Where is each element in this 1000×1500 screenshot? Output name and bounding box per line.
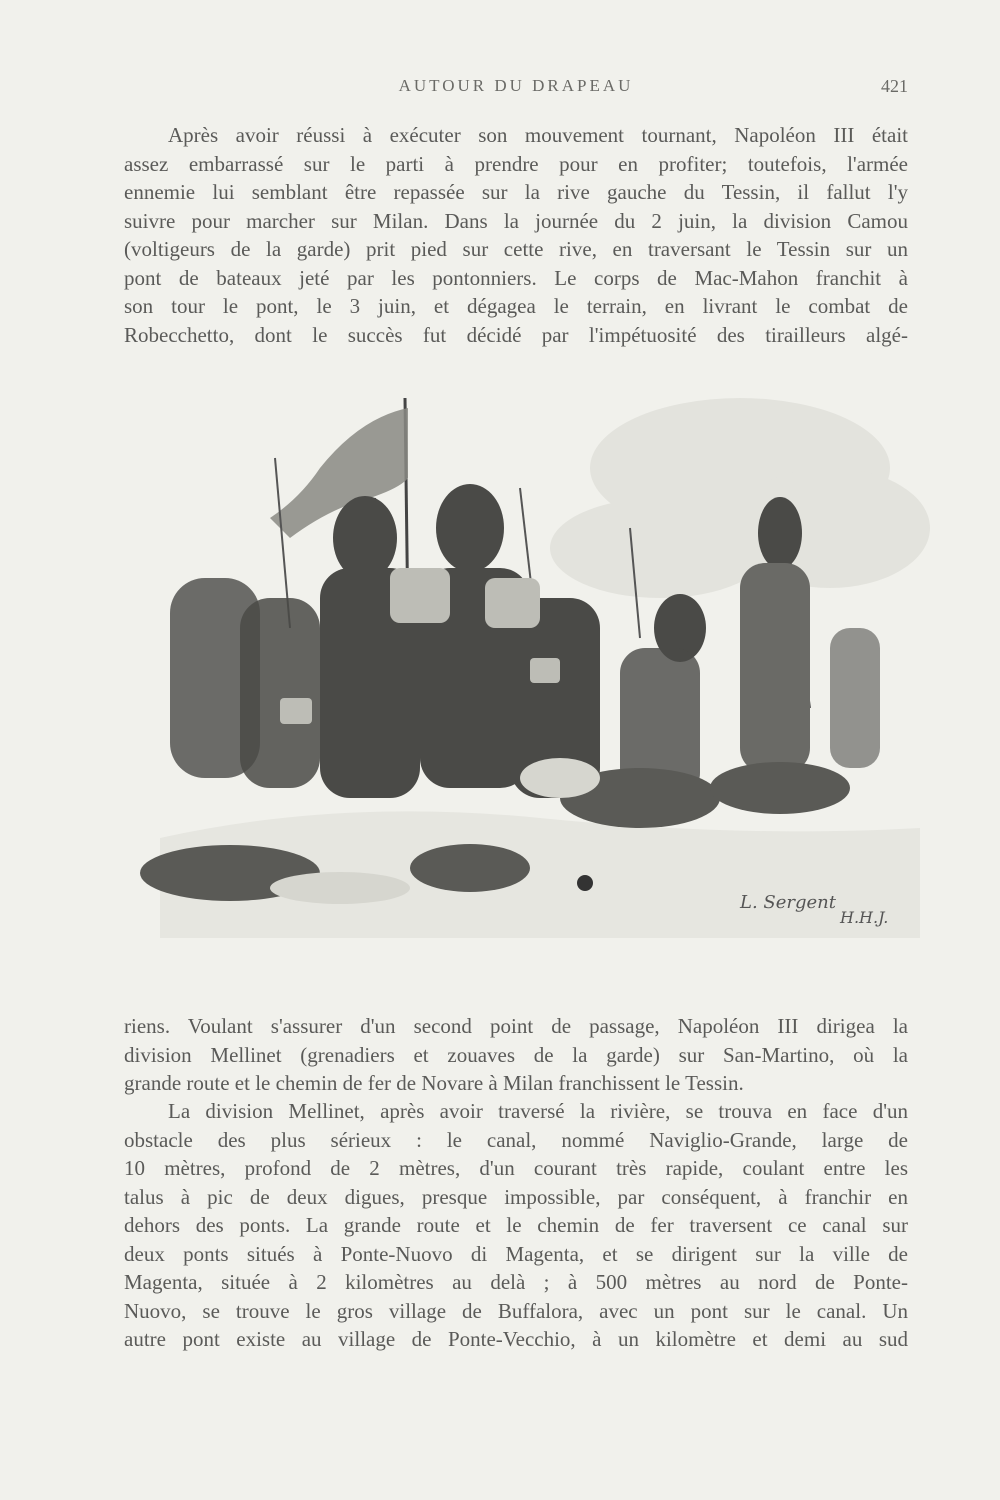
text-line: (voltigeurs de la garde) prit pied sur cette rive, en traversant le Tessin sur un [124, 237, 908, 261]
text-line: 10 mètres, profond de 2 mètres, d'un courant très rapide, coulant entre les [124, 1156, 908, 1180]
text-line: autre pont existe au village de Ponte-Vecchio, à un kilomètre et demi au sud [124, 1327, 908, 1351]
text-line: son tour le pont, le 3 juin, et dégagea le terrain, en livrant le combat de [124, 294, 908, 318]
text-line: obstacle des plus sérieux : le canal, nommé Naviglio-Grande, large de [124, 1127, 908, 1152]
text-line: talus à pic de deux digues, presque impossible, par conséquent, à franchir en [124, 1184, 908, 1209]
text-line: pont de bateaux jeté par les pontonniers. Le corps de Mac-Mahon franchit à [124, 265, 908, 290]
engraver-signature: H.H.J. [840, 908, 889, 927]
artist-signature: L. Sergent [740, 892, 836, 913]
text-line: riens. Voulant s'assurer d'un second point de passage, Napoléon III dirigea la [124, 1014, 908, 1038]
illustration-drawing [140, 378, 930, 978]
text-line: assez embarrassé sur le parti à prendre pour en profiter; toutefois, l'armée [124, 151, 908, 176]
text-line: division Mellinet (grenadiers et zouaves de la garde) sur San-Martino, où la [124, 1042, 908, 1067]
running-header [124, 76, 908, 102]
text-line: Après avoir réussi à exécuter son mouvement tournant, Napoléon III était [168, 123, 908, 147]
paragraph-1 [124, 121, 908, 349]
text-line: dehors des ponts. La grande route et le chemin de fer traversent ce canal sur [124, 1213, 908, 1237]
text-line: grande route et le chemin de fer de Novare à Milan franchissent le Tessin. [124, 1071, 744, 1095]
paragraph-3 [124, 1097, 908, 1354]
battle-illustration [140, 378, 930, 978]
text-line: La division Mellinet, après avoir traversé la rivière, se trouva en face d'un [168, 1099, 908, 1123]
text-line: Nuovo, se trouve le gros village de Buffalora, avec un pont sur le canal. Un [124, 1298, 908, 1323]
text-line: suivre pour marcher sur Milan. Dans la journée du 2 juin, la division Camou [124, 208, 908, 233]
paragraph-2 [124, 1012, 908, 1098]
text-line: deux ponts situés à Ponte-Nuovo di Magenta, et se dirigent sur la ville de [124, 1241, 908, 1266]
text-line: ennemie lui semblant être repassée sur la rive gauche du Tessin, il fallut l'y [124, 180, 908, 204]
running-title: AUTOUR DU DRAPEAU [398, 76, 634, 95]
page-number: 421 [881, 76, 908, 96]
text-line: Robecchetto, dont le succès fut décidé par l'impétuosité des tirailleurs algé- [124, 322, 908, 347]
text-line: Magenta, située à 2 kilomètres au delà ; à 500 mètres au nord de Ponte- [124, 1270, 908, 1294]
